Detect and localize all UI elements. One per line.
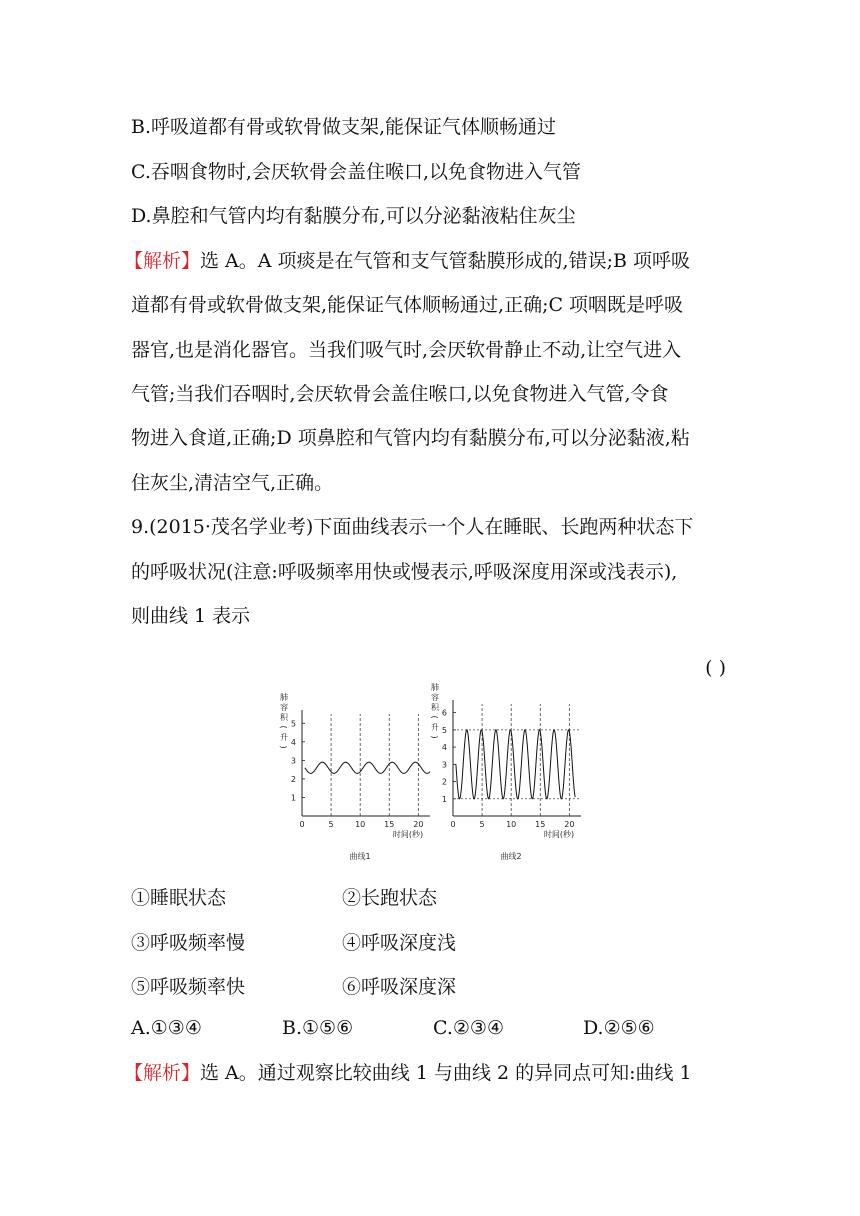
analysis-line-3: 器官,也是消化器官。当我们吸气时,会厌软骨静止不动,让空气进入 — [131, 339, 682, 361]
x-tick-label: 0 — [450, 820, 456, 829]
x-tick-label: 10 — [506, 820, 517, 829]
y-axis-label-char: 容 — [431, 693, 439, 702]
y-axis-label-char: 积 — [431, 703, 439, 712]
y-axis-label-char: ( — [430, 715, 439, 719]
y-tick-label: 2 — [290, 774, 296, 784]
answer-d: D.②⑤⑥ — [583, 1017, 655, 1039]
y-tick-label: 4 — [441, 743, 447, 753]
y-axis-label-char: 肺 — [280, 693, 288, 702]
choice-2: ②长跑状态 — [342, 887, 438, 909]
choice-1: ①睡眠状态 — [131, 887, 227, 909]
y-axis-label-char: 升 — [431, 723, 439, 732]
choice-4: ④呼吸深度浅 — [342, 932, 457, 954]
y-tick-label: 1 — [441, 794, 447, 804]
question-line-3: 则曲线 1 表示 — [131, 605, 251, 627]
answer-a: A.①③④ — [131, 1017, 202, 1039]
choice-6: ⑥呼吸深度深 — [342, 976, 457, 998]
option-c-prev: C.吞咽食物时,会厌软骨会盖住喉口,以免食物进入气管 — [131, 161, 581, 183]
x-tick-label: 5 — [328, 820, 334, 829]
x-tick-label: 5 — [479, 820, 485, 829]
analysis-line-5: 物进入食道,正确;D 项鼻腔和气管内均有黏膜分布,可以分泌黏液,粘 — [131, 427, 690, 449]
analysis2-tag: 【解析】 — [124, 1062, 201, 1084]
y-tick-label: 5 — [290, 719, 296, 729]
x-tick-label: 15 — [535, 820, 546, 829]
y-tick-label: 2 — [441, 777, 447, 787]
x-tick-label: 15 — [384, 820, 395, 829]
y-tick-label: 3 — [290, 756, 296, 766]
question-line-2: 的呼吸状况(注意:呼吸频率用快或慢表示,呼吸深度用深或浅表示), — [131, 561, 678, 583]
analysis-line-1: 【解析】选 A。A 项痰是在气管和支气管黏膜形成的,错误;B 项呼吸 — [124, 250, 690, 272]
y-axis-label-char: 肺 — [431, 683, 439, 692]
option-b-prev: B.呼吸道都有骨或软骨做支架,能保证气体顺畅通过 — [131, 116, 557, 138]
answer-b: B.①⑤⑥ — [282, 1017, 354, 1039]
series-line — [305, 762, 430, 773]
choice-3: ③呼吸频率慢 — [131, 932, 246, 954]
y-tick-label: 1 — [290, 793, 296, 803]
analysis-line-2: 道都有骨或软骨做支架,能保证气体顺畅通过,正确;C 项咽既是呼吸 — [131, 294, 684, 316]
x-tick-label: 20 — [564, 820, 575, 829]
question-line-1: 9.(2015·茂名学业考)下面曲线表示一个人在睡眠、长跑两种状态下 — [131, 516, 694, 538]
analysis-line-4: 气管;当我们吞咽时,会厌软骨会盖住喉口,以免食物进入气管,令食 — [131, 383, 669, 405]
answer-blank: ( ) — [705, 657, 726, 679]
analysis-line-6: 住灰尘,清洁空气,正确。 — [131, 472, 334, 494]
chart-caption: 曲线1 — [349, 852, 371, 861]
x-axis-label: 时间(秒) — [543, 830, 575, 839]
y-tick-label: 4 — [290, 737, 296, 747]
answer-c: C.②③④ — [433, 1017, 504, 1039]
y-axis-label-char: ) — [430, 735, 439, 739]
y-tick-label: 3 — [441, 760, 447, 770]
analysis-tag: 【解析】 — [124, 250, 201, 272]
x-axis-label: 时间(秒) — [392, 830, 424, 839]
breathing-curves-figure — [270, 683, 590, 870]
x-tick-label: 20 — [413, 820, 424, 829]
x-tick-label: 0 — [299, 820, 305, 829]
y-axis-label-char: ( — [279, 725, 288, 729]
chart-caption: 曲线2 — [500, 852, 522, 861]
x-tick-label: 10 — [355, 820, 366, 829]
y-axis-label-char: ) — [279, 745, 288, 749]
series-line — [456, 730, 575, 799]
choice-5: ⑤呼吸频率快 — [131, 976, 246, 998]
y-axis-label-char: 容 — [280, 703, 288, 712]
y-tick-label: 5 — [441, 725, 447, 735]
y-axis-label-char: 积 — [280, 713, 288, 722]
y-tick-label: 6 — [441, 708, 447, 718]
option-d-prev: D.鼻腔和气管内均有黏膜分布,可以分泌黏液粘住灰尘 — [131, 205, 576, 227]
analysis2-line: 【解析】选 A。通过观察比较曲线 1 与曲线 2 的异同点可知:曲线 1 — [124, 1062, 692, 1084]
y-axis-label-char: 升 — [280, 733, 288, 742]
